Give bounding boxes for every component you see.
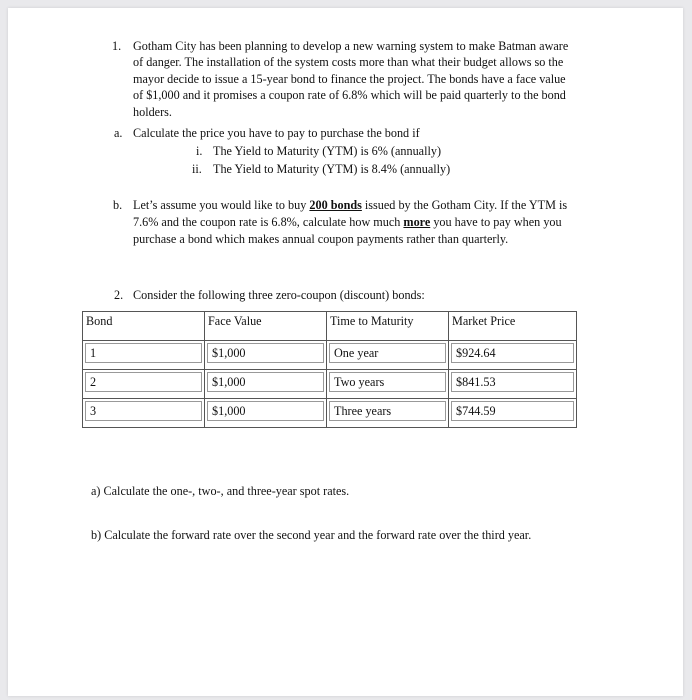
part-b-line-3: purchase a bond which makes annual coupon payments rather than quarterly. xyxy=(133,232,509,246)
part-b-line-2-post: you have to pay when you xyxy=(430,215,562,229)
table-header xyxy=(205,312,327,341)
part-b-line-1-post: issued by the Gotham City. If the YTM is xyxy=(361,198,568,212)
table-row xyxy=(83,399,577,428)
table-cell xyxy=(449,341,577,370)
cell-bond: 2 xyxy=(85,372,202,392)
question-1-line: of $1,000 and it promises a coupon rate of 6.8% which will be paid quarterly to the bond xyxy=(133,88,566,103)
header-bond: Bond xyxy=(86,314,113,328)
question-2-text: Consider the following three zero-coupon (discount) bonds: xyxy=(133,288,425,302)
header-time-to-maturity: Time to Maturity xyxy=(330,314,414,328)
header-face-value: Face Value xyxy=(208,314,262,328)
table-header xyxy=(449,312,577,341)
question-1-line: Gotham City has been planning to develop a new warning system to make Batman aware xyxy=(133,39,569,53)
bonds-table xyxy=(82,311,577,428)
cell-bond: 3 xyxy=(85,401,202,421)
table-row xyxy=(83,370,577,399)
part-a-text: Calculate the price you have to pay to purchase the bond if xyxy=(133,126,420,140)
table-cell xyxy=(327,370,449,399)
table-header xyxy=(327,312,449,341)
part-b-line-1-pre: Let’s assume you would like to buy xyxy=(133,198,310,212)
cell-market-price: $744.59 xyxy=(451,401,574,421)
table-cell xyxy=(83,341,205,370)
cell-market-price: $841.53 xyxy=(451,372,574,392)
table-header xyxy=(83,312,205,341)
cell-face-value: $1,000 xyxy=(207,372,324,392)
question-2-part-a: a) Calculate the one-, two-, and three-year spot rates. xyxy=(91,484,350,498)
question-1-line: holders. xyxy=(133,104,172,119)
table-cell xyxy=(205,341,327,370)
table-cell xyxy=(205,370,327,399)
cell-face-value: $1,000 xyxy=(207,343,324,363)
question-2-number: 2. xyxy=(114,288,124,302)
subitem-ii-text: The Yield to Maturity (YTM) is 8.4% (annually) xyxy=(213,162,451,176)
table-cell xyxy=(449,370,577,399)
question-1-line: of danger. The installation of the system costs more than what their budget allows so the xyxy=(133,55,564,70)
question-1-number: 1. xyxy=(112,39,122,53)
table-cell xyxy=(83,370,205,399)
part-b-line-1 xyxy=(133,197,567,213)
subitem-i-number: i. xyxy=(196,144,203,158)
table-cell xyxy=(327,399,449,428)
cell-face-value: $1,000 xyxy=(207,401,324,421)
part-b-bold-bonds: 200 bonds xyxy=(309,198,362,212)
table-header-row xyxy=(83,312,577,341)
part-b-line-2-pre: 7.6% and the coupon rate is 6.8%, calculate how much xyxy=(133,215,404,229)
table-row xyxy=(83,341,577,370)
table-cell xyxy=(327,341,449,370)
header-market-price: Market Price xyxy=(452,314,516,328)
cell-maturity: Three years xyxy=(329,401,446,421)
question-1-text xyxy=(133,38,613,120)
table-cell xyxy=(83,399,205,428)
subitem-ii-number: ii. xyxy=(192,162,202,176)
part-b-line-2 xyxy=(133,214,562,230)
part-b-label: b. xyxy=(113,198,123,212)
subitem-i-text: The Yield to Maturity (YTM) is 6% (annually) xyxy=(213,144,442,158)
part-b-bold-more: more xyxy=(403,215,431,229)
cell-maturity: One year xyxy=(329,343,446,363)
table-cell xyxy=(205,399,327,428)
question-2-part-b: b) Calculate the forward rate over the second year and the forward rate over the third year. xyxy=(91,528,532,542)
cell-maturity: Two years xyxy=(329,372,446,392)
cell-market-price: $924.64 xyxy=(451,343,574,363)
question-1-line: mayor decide to issue a 15-year bond to finance the project. The bonds have a face value xyxy=(133,71,566,86)
part-a-label: a. xyxy=(114,126,123,140)
table-cell xyxy=(449,399,577,428)
cell-bond: 1 xyxy=(85,343,202,363)
